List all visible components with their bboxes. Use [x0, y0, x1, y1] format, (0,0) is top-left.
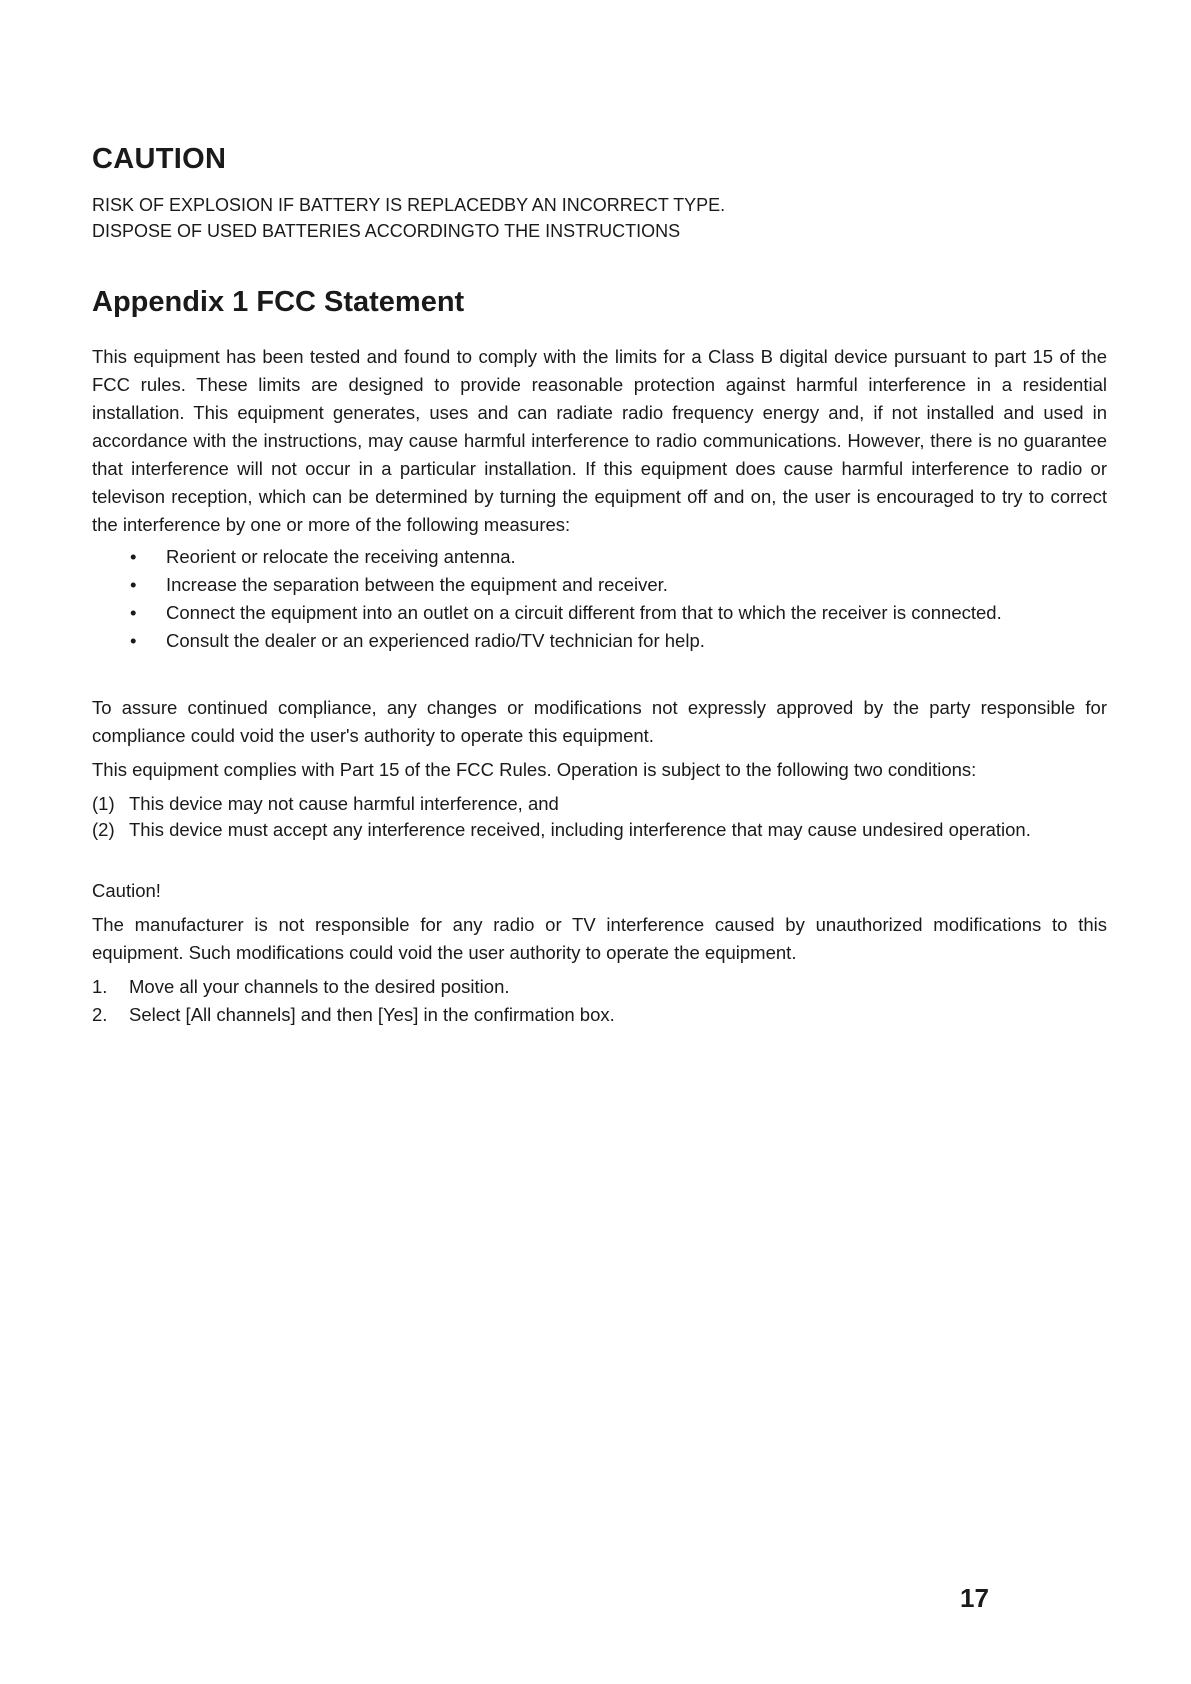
measure-text: Reorient or relocate the receiving antenna.	[166, 546, 516, 567]
step-number: 1.	[92, 976, 108, 997]
measure-text: Consult the dealer or an experienced radio/TV technician for help.	[166, 630, 705, 651]
caution-title: CAUTION	[92, 143, 227, 175]
fcc-statement-body	[92, 343, 1107, 1029]
measure-text: Increase the separation between the equipment and receiver.	[166, 574, 668, 595]
intro-paragraph: This equipment has been tested and found to comply with the limits for a Class B digital device pursuant to part 15 of the FCC rules. These limits are designed to provide reasonable protection against harmful interference in a residential installation. This equipment generates, uses and can radiate radio frequency energy and, if not installed and used in accordance with the instructions, may cause harmful interference to radio communications. However, there is no guarantee that interference will not occur in a particular installation. If this equipment does cause harmful interference to radio or televison reception, which can be determined by turning the equipment off and on, the user is encouraged to try to correct the interference by one or more of the following measures:	[92, 346, 1107, 535]
condition-text: This device may not cause harmful interference, and	[129, 793, 559, 814]
bullet-icon: •	[130, 630, 137, 651]
compliance-paragraph: To assure continued compliance, any changes or modifications not expressly approved by the party responsible for compliance could void the user's authority to operate this equipment.	[92, 697, 1107, 746]
list-item	[92, 1001, 1107, 1029]
list-item	[92, 629, 1107, 652]
manufacturer-paragraph: The manufacturer is not responsible for any radio or TV interference caused by unauthorized modifications to this equipment. Such modifications could void the user authority to operate the equipment.	[92, 914, 1107, 963]
appendix-title: Appendix 1 FCC Statement	[92, 286, 465, 318]
page-number: 17	[960, 1583, 989, 1613]
caution-line-1: RISK OF EXPLOSION IF BATTERY IS REPLACEDBY AN INCORRECT TYPE.	[92, 195, 726, 215]
part15-paragraph: This equipment complies with Part 15 of the FCC Rules. Operation is subject to the following two conditions:	[92, 759, 977, 780]
steps-list	[92, 973, 1107, 1029]
step-text: Move all your channels to the desired position.	[129, 976, 510, 997]
caution-line-2: DISPOSE OF USED BATTERIES ACCORDINGTO THE INSTRUCTIONS	[92, 221, 681, 241]
condition-number: (2)	[92, 819, 115, 840]
list-item	[92, 545, 1107, 568]
condition-number: (1)	[92, 793, 115, 814]
list-item	[92, 573, 1107, 596]
list-item	[92, 973, 1107, 1001]
step-number: 2.	[92, 1004, 108, 1025]
condition-text: This device must accept any interference received, including interference that may cause undesired operation.	[129, 819, 1031, 840]
bullet-icon: •	[130, 546, 137, 567]
measure-text: Connect the equipment into an outlet on a circuit different from that to which the receiver is connected.	[166, 602, 1002, 623]
condition-item	[92, 790, 1107, 818]
condition-item	[92, 818, 1107, 841]
caution-text	[92, 192, 725, 244]
list-item	[92, 601, 1107, 624]
bullet-icon: •	[130, 574, 137, 595]
measures-list	[92, 545, 1107, 652]
step-text: Select [All channels] and then [Yes] in the confirmation box.	[129, 1004, 615, 1025]
bullet-icon: •	[130, 602, 137, 623]
caution-label: Caution!	[92, 880, 161, 901]
